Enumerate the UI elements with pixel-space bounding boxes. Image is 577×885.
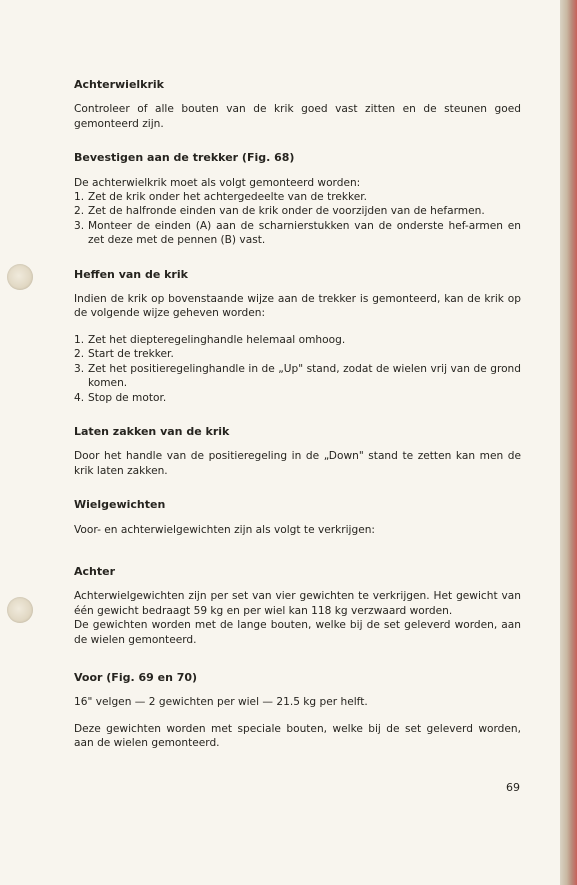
list-item: 1. Zet het diepteregelinghandle helemaal omhoog. [74, 333, 346, 346]
page-number: 69 [506, 781, 520, 794]
section-laten-zakken [74, 425, 521, 478]
numbered-list [74, 333, 521, 405]
paragraph: Achterwielgewichten zijn per set van vier gewichten te verkrijgen. Het gewicht van één gewicht bedraagt 59 kg en per wiel kan 118 kg verzwaard worden. [74, 590, 521, 617]
heading-achter: Achter [74, 564, 116, 578]
paragraph: Controleer of alle bouten van de krik goed vast zitten en de steunen goed gemonteerd zijn. [74, 103, 521, 130]
numbered-list [74, 190, 521, 248]
list-item: 3. Zet het positieregelinghandle in de „Up" stand, zodat de wielen vrij van de grond komen. [74, 362, 521, 390]
list-item: 2. Start de trekker. [74, 348, 174, 361]
section-achterwielkrik [74, 78, 521, 131]
paragraph: 16" velgen — 2 gewichten per wiel — 21.5 kg per helft. [74, 696, 368, 709]
section-bevestigen [74, 151, 521, 247]
heading-laten-zakken: Laten zakken van de krik [74, 424, 230, 438]
list-item: 1. Zet de krik onder het achtergedeelte van de trekker. [74, 191, 368, 204]
heading-wielgewichten: Wielgewichten [74, 498, 166, 512]
heading-achterwielkrik: Achterwielkrik [74, 78, 164, 91]
punch-hole-top [7, 264, 33, 290]
section-heffen [74, 268, 521, 405]
list-item: 3. Monteer de einden (A) aan de scharnierstukken van de onderste hef-armen en zet deze met de pennen (B) vast. [74, 219, 521, 247]
paragraph: De achterwielkrik moet als volgt gemonteerd worden: [74, 176, 361, 189]
heading-heffen: Heffen van de krik [74, 267, 188, 281]
paragraph: Voor- en achterwielgewichten zijn als volgt te verkrijgen: [74, 523, 375, 536]
heading-voor: Voor (Fig. 69 en 70) [74, 670, 198, 684]
list-item: 4. Stop de motor. [74, 391, 167, 404]
section-achter [74, 565, 521, 647]
punch-hole-bottom [7, 597, 33, 623]
paragraph: Door het handle van de positieregeling in de „Down" stand te zetten kan men de krik laten zakken. [74, 450, 521, 477]
section-wielgewichten [74, 498, 521, 537]
page-content [74, 78, 521, 771]
section-voor [74, 671, 521, 751]
heading-bevestigen: Bevestigen aan de trekker (Fig. 68) [74, 151, 295, 165]
paragraph: De gewichten worden met de lange bouten, welke bij de set geleverd worden, aan de wielen gemonteerd. [74, 619, 521, 646]
paragraph: Deze gewichten worden met speciale bouten, welke bij de set geleverd worden, aan de wielen gemonteerd. [74, 722, 521, 750]
paragraph: Indien de krik op bovenstaande wijze aan de trekker is gemonteerd, kan de krik op de volgende wijze geheven worden: [74, 293, 521, 320]
list-item: 2. Zet de halfronde einden van de krik onder de voorzijden van de hefarmen. [74, 205, 485, 218]
page-edge [560, 0, 577, 885]
